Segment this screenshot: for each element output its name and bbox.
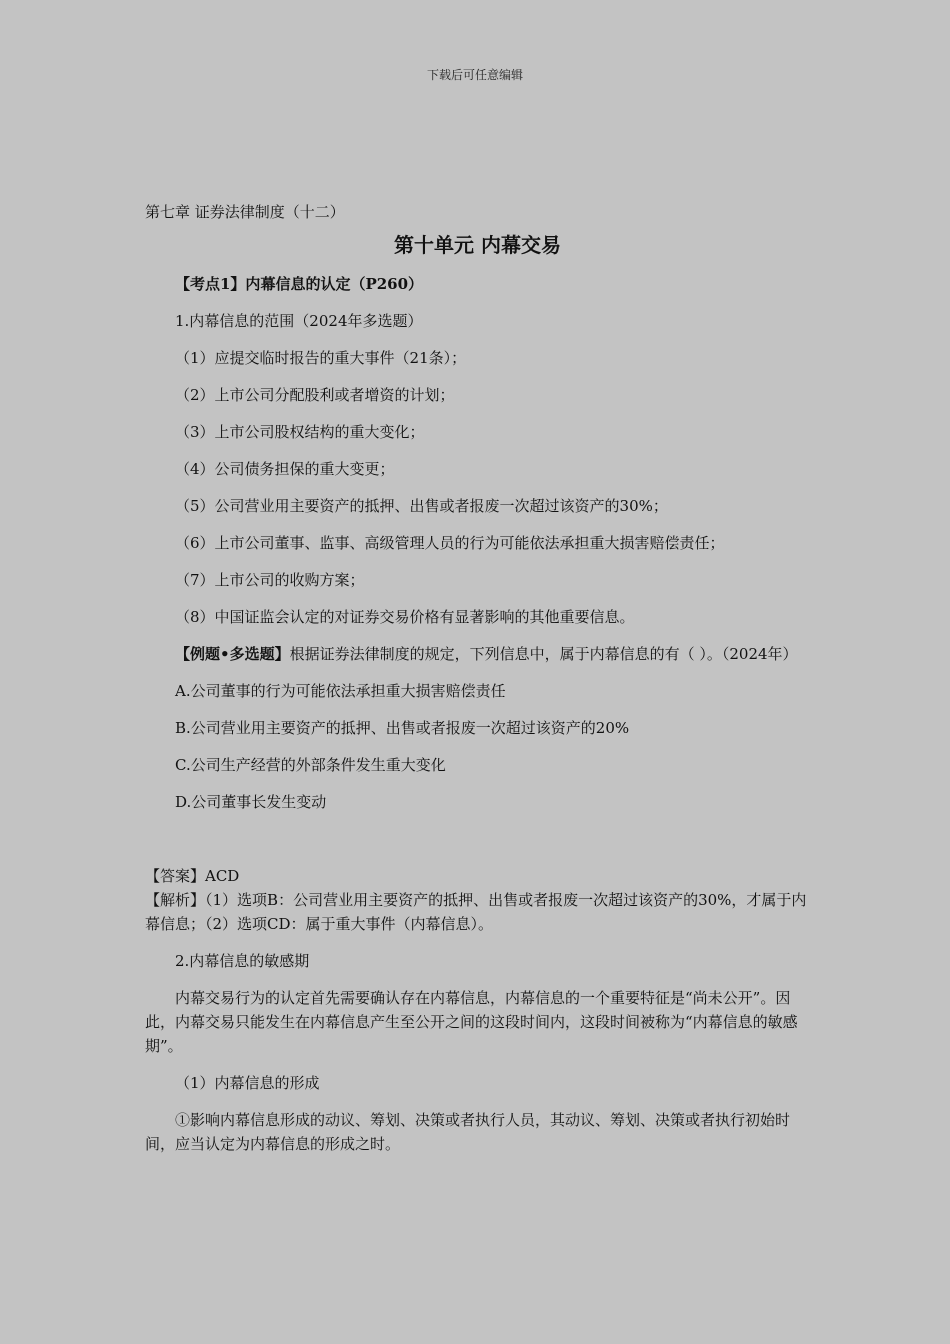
option-c: C.公司生产经营的外部条件发生重大变化	[175, 756, 446, 774]
body-paragraph: ①影响内幕信息形成的动议、筹划、决策或者执行人员，其动议、筹划、决策或者执行初始时间，应当认定为内幕信息的形成之时。	[145, 1111, 791, 1153]
list-item: （7）上市公司的收购方案；	[175, 571, 365, 589]
list-item: （2）上市公司分配股利或者增资的计划；	[175, 386, 455, 404]
section-heading-scope: 1.内幕信息的范围（2024年多选题）	[175, 312, 423, 330]
analysis-text: （1）选项B：公司营业用主要资产的抵押、出售或者报废一次超过该资产的30%，才属于内幕信息；（2）选项CD：属于重大事件（内幕信息）。	[145, 891, 807, 933]
chapter-heading: 第七章 证券法律制度（十二）	[145, 203, 345, 221]
example-text: 根据证券法律制度的规定，下列信息中，属于内幕信息的有（ ）。（2024年）	[289, 645, 798, 663]
body-paragraph: 内幕交易行为的认定首先需要确认存在内幕信息，内幕信息的一个重要特征是“尚未公开”。因此，内幕交易只能发生在内幕信息产生至公开之间的这段时间内，这段时间被称为“内幕信息的敏感期”。	[145, 989, 798, 1055]
option-d: D.公司董事长发生变动	[175, 793, 327, 811]
list-item: （6）上市公司董事、监事、高级管理人员的行为可能依法承担重大损害赔偿责任；	[175, 534, 725, 552]
list-item: （3）上市公司股权结构的重大变化；	[175, 423, 425, 441]
analysis-paragraph	[145, 888, 810, 936]
section-heading-sensitive-period: 2.内幕信息的敏感期	[175, 952, 310, 970]
document-body	[145, 200, 810, 1169]
option-a: A.公司董事的行为可能依法承担重大损害赔偿责任	[175, 682, 506, 700]
list-item: （5）公司营业用主要资产的抵押、出售或者报废一次超过该资产的30%；	[175, 497, 668, 515]
kaodian-heading: 【考点1】内幕信息的认定（P260）	[175, 275, 424, 293]
answer-line: 【答案】ACD	[145, 867, 240, 885]
example-question	[145, 642, 810, 666]
download-note: 下载后可任意编辑	[426, 68, 523, 82]
list-item: （8）中国证监会认定的对证券交易价格有显著影响的其他重要信息。	[175, 608, 635, 626]
list-item: （1）应提交临时报告的重大事件（21条）；	[175, 349, 467, 367]
list-item: （4）公司债务担保的重大变更；	[175, 460, 395, 478]
analysis-label: 【解析】	[145, 891, 206, 909]
subsection-heading: （1）内幕信息的形成	[175, 1074, 320, 1092]
example-label: 【例题•多选题】	[175, 645, 290, 663]
option-b: B.公司营业用主要资产的抵押、出售或者报废一次超过该资产的20%	[175, 719, 630, 737]
unit-title: 第十单元 内幕交易	[394, 233, 561, 257]
